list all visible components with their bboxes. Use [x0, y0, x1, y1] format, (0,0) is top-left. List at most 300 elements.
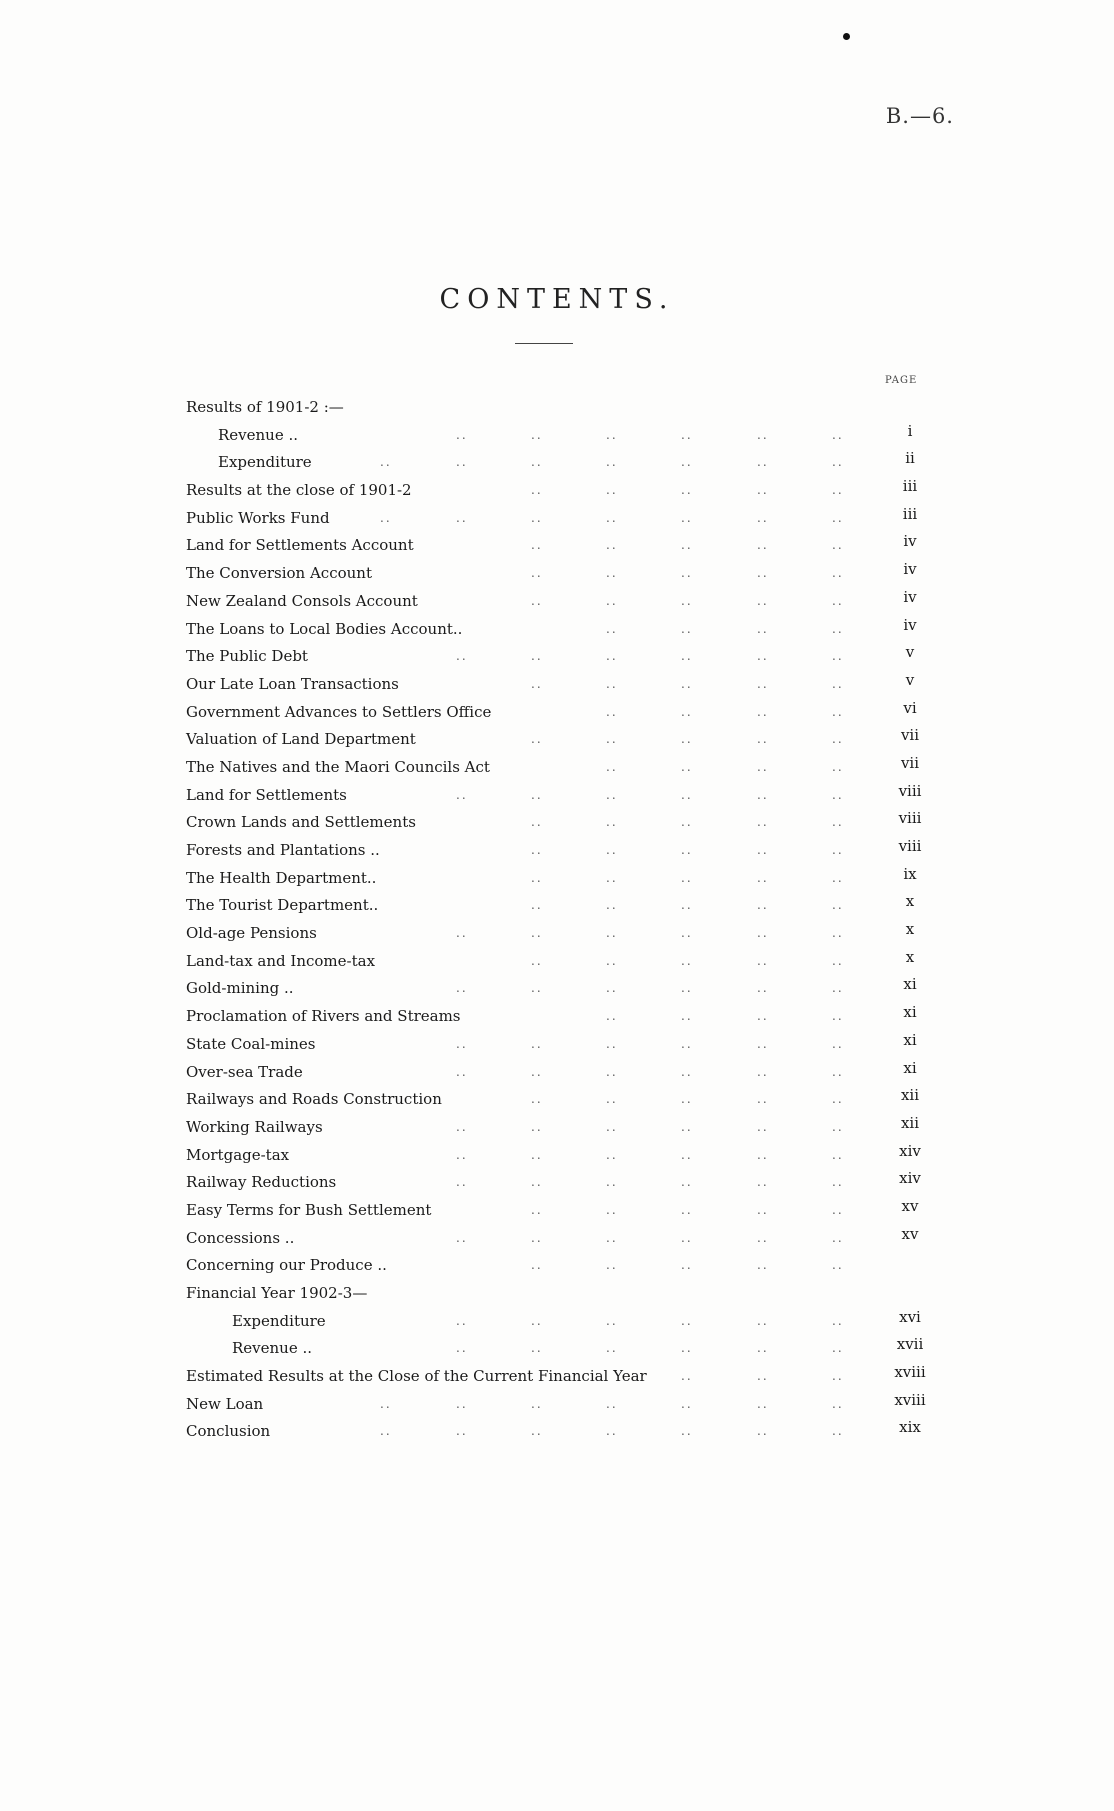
- leader-dots: ..: [531, 981, 543, 996]
- toc-entry: [0, 892, 1114, 920]
- leader-dots: ..: [757, 427, 769, 442]
- toc-entry: [0, 394, 1114, 422]
- leader-dots: ..: [456, 1119, 468, 1134]
- leader-dots: ..: [832, 1119, 844, 1134]
- leader-dots: ..: [380, 510, 392, 525]
- dot-leader: [0, 948, 870, 976]
- leader-dots: ..: [681, 649, 693, 664]
- leader-dots: ..: [456, 926, 468, 941]
- leader-dots: ..: [531, 953, 543, 968]
- toc-entry-label: Concerning our Produce ..: [186, 1256, 387, 1275]
- toc-entry: [0, 1335, 1114, 1363]
- toc-entry: [0, 726, 1114, 754]
- leader-dots: ..: [832, 510, 844, 525]
- leader-dots: ..: [832, 649, 844, 664]
- leader-dots: ..: [456, 427, 468, 442]
- toc-entry-page: iii: [902, 504, 918, 523]
- leader-dots: ..: [606, 1064, 618, 1079]
- toc-entry-page: xi: [903, 1003, 917, 1022]
- leader-dots: ..: [681, 704, 693, 719]
- leader-dots: ..: [531, 1092, 543, 1107]
- leader-dots: ..: [757, 455, 769, 470]
- toc-entry: [0, 1197, 1114, 1225]
- toc-entry-label: The Public Debt: [186, 647, 308, 666]
- toc-entry-page: iv: [903, 587, 917, 606]
- leader-dots: ..: [681, 953, 693, 968]
- leader-dots: ..: [832, 676, 844, 691]
- leader-dots: ..: [681, 1147, 693, 1162]
- leader-dots: ..: [681, 483, 693, 498]
- leader-dots: ..: [757, 815, 769, 830]
- toc-entry-page: viii: [898, 781, 922, 800]
- leader-dots: ..: [606, 1396, 618, 1411]
- dot-leader: [0, 1197, 870, 1225]
- leader-dots: ..: [380, 1396, 392, 1411]
- leader-dots: ..: [681, 1202, 693, 1217]
- leader-dots: ..: [832, 981, 844, 996]
- leader-dots: ..: [531, 1258, 543, 1273]
- leader-dots: ..: [757, 704, 769, 719]
- leader-dots: ..: [456, 455, 468, 470]
- leader-dots: ..: [606, 926, 618, 941]
- leader-dots: ..: [606, 1175, 618, 1190]
- leader-dots: ..: [681, 981, 693, 996]
- leader-dots: ..: [531, 649, 543, 664]
- leader-dots: ..: [832, 1092, 844, 1107]
- leader-dots: ..: [832, 1036, 844, 1051]
- leader-dots: ..: [681, 1396, 693, 1411]
- toc-entry-label: Our Late Loan Transactions: [186, 674, 399, 693]
- toc-entry: [0, 477, 1114, 505]
- toc-entry: [0, 809, 1114, 837]
- toc-entry: [0, 1252, 1114, 1280]
- leader-dots: ..: [757, 759, 769, 774]
- leader-dots: ..: [681, 566, 693, 581]
- leader-dots: ..: [531, 898, 543, 913]
- leader-dots: ..: [531, 593, 543, 608]
- toc-entry-page: i: [907, 421, 913, 440]
- leader-dots: ..: [681, 1119, 693, 1134]
- leader-dots: ..: [832, 1175, 844, 1190]
- toc-entry-page: x: [905, 892, 915, 911]
- toc-entry-label: Old-age Pensions: [186, 924, 317, 943]
- toc-entry: [0, 532, 1114, 560]
- dot-leader: [0, 726, 870, 754]
- leader-dots: ..: [456, 1230, 468, 1245]
- leader-dots: ..: [606, 621, 618, 636]
- toc-entry-page: xi: [903, 1058, 917, 1077]
- dot-leader: [0, 449, 870, 477]
- leader-dots: ..: [681, 1009, 693, 1024]
- leader-dots: ..: [531, 870, 543, 885]
- leader-dots: ..: [832, 1313, 844, 1328]
- leader-dots: ..: [531, 843, 543, 857]
- leader-dots: ..: [832, 1202, 844, 1217]
- leader-dots: ..: [681, 1064, 693, 1079]
- leader-dots: ..: [606, 566, 618, 581]
- toc-entry: [0, 616, 1114, 644]
- leader-dots: ..: [380, 1424, 392, 1439]
- toc-entry-label: Land-tax and Income-tax: [186, 951, 376, 970]
- toc-entry-label: Proclamation of Rivers and Streams: [186, 1007, 461, 1026]
- leader-dots: ..: [456, 649, 468, 664]
- toc-entry-label: Government Advances to Settlers Office: [186, 702, 492, 721]
- leader-dots: ..: [681, 621, 693, 636]
- toc-entry-page: xviii: [894, 1390, 926, 1409]
- toc-entry-label: Railways and Roads Construction: [186, 1090, 442, 1109]
- toc-entry-label: Revenue ..: [218, 425, 299, 444]
- leader-dots: ..: [681, 898, 693, 913]
- leader-dots: ..: [681, 1313, 693, 1328]
- leader-dots: ..: [531, 1396, 543, 1411]
- leader-dots: ..: [681, 732, 693, 747]
- dot-leader: [0, 422, 870, 450]
- leader-dots: ..: [757, 843, 769, 857]
- leader-dots: ..: [757, 621, 769, 636]
- toc-entry-label: State Coal-mines: [186, 1034, 316, 1053]
- leader-dots: ..: [531, 732, 543, 747]
- leader-dots: ..: [606, 538, 618, 553]
- leader-dots: ..: [832, 704, 844, 719]
- leader-dots: ..: [757, 566, 769, 581]
- toc-entry-label: Public Works Fund: [186, 508, 330, 527]
- leader-dots: ..: [757, 1009, 769, 1024]
- dot-leader: [0, 809, 870, 837]
- leader-dots: ..: [606, 1147, 618, 1162]
- dot-leader: [0, 643, 870, 671]
- toc-entry-page: xv: [901, 1224, 919, 1243]
- toc-entry-label: Expenditure: [218, 453, 312, 472]
- leader-dots: ..: [832, 593, 844, 608]
- dot-leader: [0, 477, 870, 505]
- dot-leader: [0, 1059, 870, 1087]
- dot-leader: [0, 865, 870, 893]
- leader-dots: ..: [832, 898, 844, 913]
- toc-entry: [0, 1363, 1114, 1391]
- leader-dots: ..: [757, 1175, 769, 1190]
- toc-entry: [0, 920, 1114, 948]
- toc-entry: [0, 643, 1114, 671]
- toc-entry-page: v: [905, 643, 915, 662]
- toc-entry-label: The Conversion Account: [186, 564, 372, 583]
- leader-dots: ..: [606, 981, 618, 996]
- document-reference: B.—6.: [885, 104, 954, 128]
- toc-entry-label: Results of 1901-2 :—: [186, 398, 344, 416]
- toc-entry-label: Valuation of Land Department: [186, 730, 416, 749]
- leader-dots: ..: [757, 510, 769, 525]
- toc-entry-label: Forests and Plantations ..: [186, 841, 380, 859]
- toc-entry-label: Expenditure: [232, 1311, 326, 1330]
- leader-dots: ..: [832, 1369, 844, 1384]
- toc-entry-page: xvi: [899, 1307, 921, 1326]
- leader-dots: ..: [757, 649, 769, 664]
- toc-entry-page: xv: [901, 1196, 919, 1215]
- toc-entry-page: x: [905, 947, 915, 966]
- leader-dots: ..: [681, 427, 693, 442]
- leader-dots: ..: [606, 1341, 618, 1356]
- toc-entry-label: Crown Lands and Settlements: [186, 813, 416, 832]
- toc-entry: [0, 699, 1114, 727]
- leader-dots: ..: [606, 870, 618, 885]
- leader-dots: ..: [606, 676, 618, 691]
- leader-dots: ..: [606, 1313, 618, 1328]
- toc-entry-label: Concessions ..: [186, 1228, 295, 1247]
- dot-leader: [0, 560, 870, 588]
- leader-dots: ..: [606, 1036, 618, 1051]
- leader-dots: ..: [456, 1175, 468, 1190]
- leader-dots: ..: [531, 1424, 543, 1439]
- leader-dots: ..: [832, 1009, 844, 1024]
- leader-dots: ..: [757, 1424, 769, 1439]
- leader-dots: ..: [757, 1119, 769, 1134]
- toc-entry-page: v: [905, 670, 915, 689]
- leader-dots: ..: [832, 815, 844, 830]
- leader-dots: ..: [681, 1092, 693, 1107]
- dot-leader: [0, 1225, 870, 1253]
- leader-dots: ..: [832, 483, 844, 498]
- leader-dots: ..: [757, 926, 769, 941]
- leader-dots: ..: [531, 566, 543, 581]
- leader-dots: ..: [757, 787, 769, 802]
- toc-entry-page: vi: [903, 698, 917, 717]
- leader-dots: ..: [456, 510, 468, 525]
- toc-entry-page: xiv: [899, 1141, 921, 1160]
- leader-dots: ..: [681, 787, 693, 802]
- toc-entry: [0, 1086, 1114, 1114]
- toc-entry: [0, 1114, 1114, 1142]
- leader-dots: ..: [681, 538, 693, 553]
- leader-dots: ..: [757, 1396, 769, 1411]
- dot-leader: [0, 1335, 870, 1363]
- toc-entry: [0, 1003, 1114, 1031]
- leader-dots: ..: [456, 1313, 468, 1328]
- leader-dots: ..: [681, 676, 693, 691]
- toc-entry: [0, 754, 1114, 782]
- toc-entry: [0, 1031, 1114, 1059]
- leader-dots: ..: [531, 1313, 543, 1328]
- toc-entry: [0, 449, 1114, 477]
- toc-entry-label: The Natives and the Maori Councils Act: [186, 757, 490, 776]
- toc-entry-page: xii: [900, 1086, 920, 1105]
- toc-entry: [0, 505, 1114, 533]
- toc-entry-page: ii: [905, 449, 915, 468]
- toc-entry: [0, 560, 1114, 588]
- leader-dots: ..: [531, 1341, 543, 1356]
- leader-dots: ..: [606, 898, 618, 913]
- toc-entry-label: Mortgage-tax: [186, 1145, 290, 1164]
- toc-entry-label: Easy Terms for Bush Settlement: [186, 1200, 432, 1219]
- leader-dots: ..: [681, 759, 693, 774]
- leader-dots: ..: [832, 566, 844, 581]
- leader-dots: ..: [757, 870, 769, 885]
- leader-dots: ..: [757, 1369, 769, 1384]
- toc-entry-page: ix: [903, 864, 917, 883]
- leader-dots: ..: [757, 1147, 769, 1162]
- ink-speck: [843, 33, 850, 40]
- dot-leader: [0, 532, 870, 560]
- leader-dots: ..: [531, 510, 543, 525]
- toc-entry-page: iv: [903, 532, 917, 551]
- leader-dots: ..: [606, 427, 618, 442]
- leader-dots: ..: [832, 1230, 844, 1245]
- leader-dots: ..: [531, 926, 543, 941]
- leader-dots: ..: [456, 1064, 468, 1079]
- leader-dots: ..: [757, 1036, 769, 1051]
- leader-dots: ..: [757, 538, 769, 553]
- leader-dots: ..: [531, 676, 543, 691]
- leader-dots: ..: [606, 510, 618, 525]
- leader-dots: ..: [606, 593, 618, 608]
- leader-dots: ..: [757, 981, 769, 996]
- leader-dots: ..: [832, 1064, 844, 1079]
- leader-dots: ..: [832, 1147, 844, 1162]
- page-title: CONTENTS.: [439, 284, 675, 315]
- toc-entry-label: Results at the close of 1901-2: [186, 481, 412, 500]
- toc-entry: [0, 1169, 1114, 1197]
- dot-leader: [0, 1031, 870, 1059]
- leader-dots: ..: [757, 732, 769, 747]
- leader-dots: ..: [757, 1258, 769, 1273]
- leader-dots: ..: [757, 483, 769, 498]
- leader-dots: ..: [681, 1036, 693, 1051]
- leader-dots: ..: [832, 926, 844, 941]
- leader-dots: ..: [757, 1341, 769, 1356]
- toc-entry: [0, 1280, 1114, 1308]
- toc-entry-label: Land for Settlements Account: [186, 536, 414, 555]
- leader-dots: ..: [757, 1092, 769, 1107]
- dot-leader: [0, 837, 870, 865]
- toc-entry: [0, 1225, 1114, 1253]
- leader-dots: ..: [606, 1202, 618, 1217]
- leader-dots: ..: [681, 870, 693, 885]
- toc-entry-label: The Loans to Local Bodies Account..: [186, 619, 463, 638]
- dot-leader: [0, 1142, 870, 1170]
- toc-entry: [0, 1059, 1114, 1087]
- dot-leader: [0, 975, 870, 1003]
- leader-dots: ..: [531, 1119, 543, 1134]
- leader-dots: ..: [681, 1341, 693, 1356]
- leader-dots: ..: [681, 1175, 693, 1190]
- toc-entry: [0, 782, 1114, 810]
- leader-dots: ..: [606, 787, 618, 802]
- toc-entry-label: Estimated Results at the Close of the Current Financial Year: [186, 1367, 647, 1386]
- dot-leader: [0, 782, 870, 810]
- leader-dots: ..: [832, 1341, 844, 1356]
- leader-dots: ..: [832, 870, 844, 885]
- leader-dots: ..: [456, 1396, 468, 1411]
- leader-dots: ..: [531, 815, 543, 830]
- leader-dots: ..: [832, 621, 844, 636]
- leader-dots: ..: [606, 455, 618, 470]
- leader-dots: ..: [456, 1424, 468, 1439]
- toc-entry-label: New Zealand Consols Account: [186, 591, 418, 610]
- title-rule: [515, 343, 573, 344]
- leader-dots: ..: [681, 1258, 693, 1273]
- dot-leader: [0, 1308, 870, 1336]
- toc-entry: [0, 422, 1114, 450]
- toc-entry: [0, 1418, 1114, 1446]
- dot-leader: [0, 1252, 870, 1280]
- toc-entry-page: xi: [903, 1030, 917, 1049]
- toc-entry: [0, 975, 1114, 1003]
- dot-leader: [0, 1114, 870, 1142]
- leader-dots: ..: [757, 1202, 769, 1217]
- leader-dots: ..: [606, 1092, 618, 1107]
- leader-dots: ..: [531, 483, 543, 498]
- toc-entry-page: xi: [903, 975, 917, 994]
- toc-entry-label: Financial Year 1902-3—: [186, 1284, 368, 1302]
- toc-entry-label: Gold-mining ..: [186, 979, 294, 998]
- toc-entry-page: xix: [899, 1418, 921, 1437]
- leader-dots: ..: [456, 1036, 468, 1051]
- toc-entry-label: Conclusion: [186, 1422, 271, 1441]
- leader-dots: ..: [606, 815, 618, 830]
- toc-entry-label: Working Railways: [186, 1117, 323, 1136]
- toc-entry: [0, 1391, 1114, 1419]
- toc-entry: [0, 588, 1114, 616]
- leader-dots: ..: [681, 926, 693, 941]
- toc-entry-page: vii: [900, 726, 920, 745]
- dot-leader: [0, 1169, 870, 1197]
- leader-dots: ..: [531, 427, 543, 442]
- leader-dots: ..: [606, 759, 618, 774]
- leader-dots: ..: [681, 815, 693, 830]
- leader-dots: ..: [681, 1424, 693, 1439]
- toc-entry-page: xiv: [899, 1169, 921, 1188]
- dot-leader: [0, 1391, 870, 1419]
- leader-dots: ..: [757, 676, 769, 691]
- toc-entry-label: New Loan: [186, 1394, 264, 1413]
- leader-dots: ..: [531, 1230, 543, 1245]
- dot-leader: [0, 671, 870, 699]
- toc-entry-page: x: [905, 920, 915, 939]
- leader-dots: ..: [606, 649, 618, 664]
- leader-dots: ..: [832, 1396, 844, 1411]
- leader-dots: ..: [832, 455, 844, 470]
- leader-dots: ..: [531, 1036, 543, 1051]
- leader-dots: ..: [531, 787, 543, 802]
- leader-dots: ..: [606, 843, 618, 857]
- toc-entry-page: viii: [898, 837, 922, 855]
- leader-dots: ..: [606, 704, 618, 719]
- leader-dots: ..: [832, 427, 844, 442]
- toc-entry-label: The Health Department..: [186, 868, 377, 887]
- leader-dots: ..: [757, 1230, 769, 1245]
- toc-entry-page: xviii: [894, 1363, 926, 1382]
- leader-dots: ..: [606, 1119, 618, 1134]
- leader-dots: ..: [681, 1369, 693, 1384]
- toc-entry: [0, 1308, 1114, 1336]
- leader-dots: ..: [757, 593, 769, 608]
- leader-dots: ..: [681, 593, 693, 608]
- dot-leader: [0, 892, 870, 920]
- leader-dots: ..: [606, 1230, 618, 1245]
- toc-entry: [0, 837, 1114, 865]
- table-of-contents: [0, 394, 1114, 1446]
- toc-entry-label: Revenue ..: [232, 1339, 313, 1358]
- toc-entry-label: The Tourist Department..: [186, 896, 379, 915]
- leader-dots: ..: [531, 1202, 543, 1217]
- leader-dots: ..: [832, 1258, 844, 1273]
- dot-leader: [0, 920, 870, 948]
- leader-dots: ..: [531, 538, 543, 553]
- leader-dots: ..: [531, 455, 543, 470]
- leader-dots: ..: [456, 981, 468, 996]
- leader-dots: ..: [531, 1147, 543, 1162]
- page-column-label: PAGE: [885, 375, 918, 386]
- toc-entry-label: Land for Settlements: [186, 785, 347, 804]
- leader-dots: ..: [606, 953, 618, 968]
